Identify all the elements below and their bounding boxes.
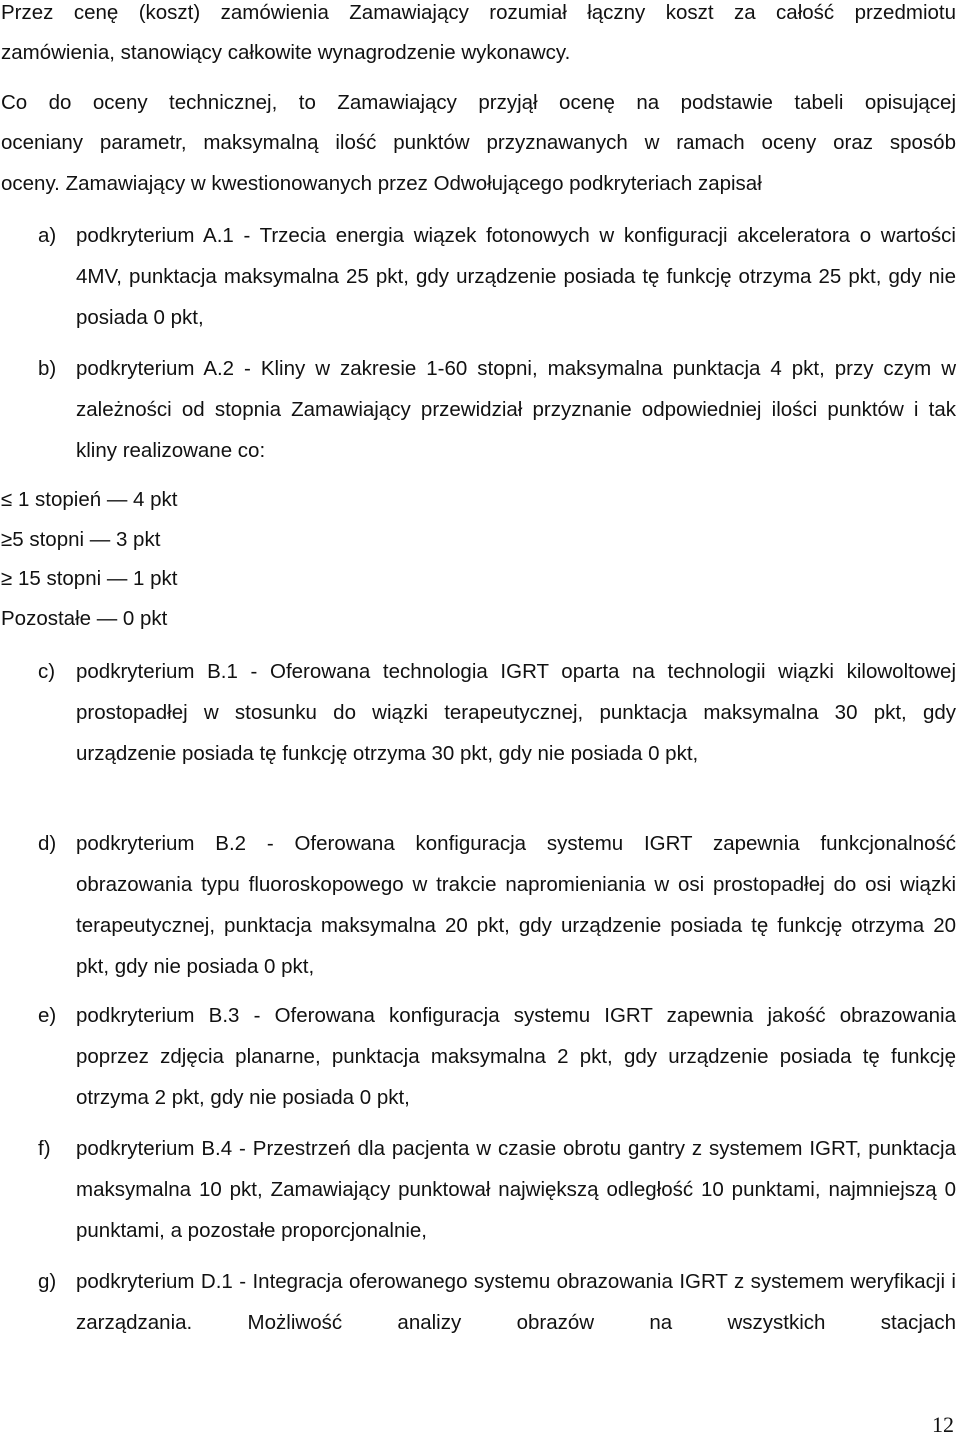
list-item-letter: f) [38,1137,51,1160]
wedge-scale-text: 5 stopni — 3 pkt [12,528,161,551]
list-item-text: podkryterium B.2 - Oferowana konfiguracja systemu IGRT zapewnia funkcjonalność obrazowania typu fluoroskopowego w trakcie napromieniania w osi prostopadłej do osi wiązki terapeutycznej, punktacja maksymalna 20 pkt, gdy urządzenie posiada tę funkcję otrzyma 20 pkt, gdy nie posiada 0 pkt, [76,832,956,978]
intro-paragraph-2-line-2: oceniany parametr, maksymalną ilość punktów przyznawanych w ramach oceny oraz sposób [1,131,956,154]
list-item-letter: g) [38,1270,57,1293]
intro-paragraph-2-line-1: Co do oceny technicznej, to Zamawiający przyjął ocenę na podstawie tabeli opisującej [1,91,956,114]
greater-or-equal-symbol: ≥ [1,528,13,551]
list-item-letter: d) [38,832,57,855]
page-number: 12 [932,1412,954,1437]
list-item-text: podkryterium B.4 - Przestrzeń dla pacjenta w czasie obrotu gantry z systemem IGRT, punktacja maksymalna 10 pkt, Zamawiający punktował największą odległość 10 punktami, najmniejszą 0 punktami, a pozostałe proporcjonalnie, [76,1137,956,1242]
wedge-scale-row-4 [0,606,167,632]
list-item-text: podkryterium B.3 - Oferowana konfiguracja systemu IGRT zapewnia jakość obrazowania poprzez zdjęcia planarne, punktacja maksymalna 2 pkt, gdy urządzenie posiada tę funkcję otrzyma 2 pkt, gdy nie posiada 0 pkt, [76,1004,956,1109]
greater-or-equal-symbol: ≥ [1,567,13,590]
intro-paragraph-1-line-2: zamówienia, stanowiący całkowite wynagrodzenie wykonawcy. [1,41,571,64]
list-item-letter: e) [38,1004,57,1027]
wedge-scale-text: Pozostałe — 0 pkt [1,607,168,630]
wedge-scale-text: 1 stopień — 4 pkt [12,488,178,511]
intro-paragraph-1-line-1: Przez cenę (koszt) zamówienia Zamawiający rozumiał łączny koszt za całość przedmiotu [1,1,956,24]
intro-paragraph-2-line-3: oceny. Zamawiający w kwestionowanych przez Odwołującego podkryteriach zapisał [1,172,762,195]
list-item-text: podkryterium B.1 - Oferowana technologia IGRT oparta na technologii wiązki kilowoltowej prostopadłej w stosunku do wiązki terapeutycznej, punktacja maksymalna 30 pkt, gdy urządzenie posiada tę funkcję otrzyma 30 pkt, gdy nie posiada 0 pkt, [76,660,956,765]
list-item-letter: b) [38,357,57,380]
list-item-letter: c) [38,660,56,683]
list-item-letter: a) [38,224,57,247]
wedge-scale-row-2 [0,527,160,553]
list-item-text: podkryterium A.1 - Trzecia energia wiązek fotonowych w konfiguracji akceleratora o wartości 4MV, punktacja maksymalna 25 pkt, gdy urządzenie posiada tę funkcję otrzyma 25 pkt, gdy nie posiada 0 pkt, [76,224,956,329]
list-item-text: podkryterium D.1 - Integracja oferowanego systemu obrazowania IGRT z systemem weryfikacji i zarządzania. Możliwość analizy obrazów na wszystkich stacjach [76,1270,956,1334]
wedge-scale-row-1 [0,487,178,513]
list-item-text: podkryterium A.2 - Kliny w zakresie 1-60 stopni, maksymalna punktacja 4 pkt, przy czym w zależności od stopnia Zamawiający przewidział przyznanie odpowiedniej ilości punktów i tak kliny realizowane co: [76,357,956,462]
wedge-scale-text: 15 stopni — 1 pkt [12,567,178,590]
wedge-scale-row-3 [0,566,178,592]
less-or-equal-symbol: ≤ [1,488,13,511]
